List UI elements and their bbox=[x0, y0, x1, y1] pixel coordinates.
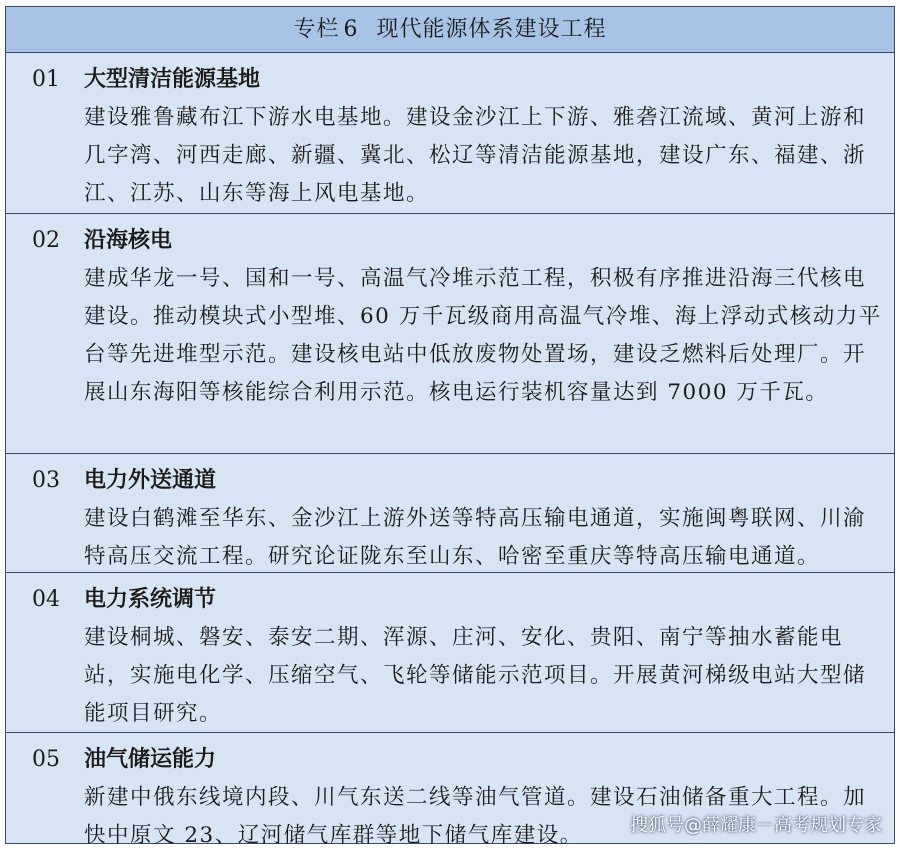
section-title-row bbox=[32, 460, 882, 500]
section-title: 沿海核电 bbox=[84, 227, 173, 253]
section-title-row bbox=[32, 579, 882, 619]
section-title: 电力外送通道 bbox=[84, 467, 217, 493]
header-title: 现代能源体系建设工程 bbox=[376, 17, 607, 42]
section-number: 01 bbox=[32, 67, 60, 92]
section-title: 油气储运能力 bbox=[84, 746, 217, 772]
section-body: 建设白鹤滩至华东、金沙江上游外送等特高压输电通道，实施闽粤联网、川渝特高压交流工程。研究论证陇东至山东、哈密至重庆等特高压输电通道。 bbox=[84, 506, 867, 569]
panel-header bbox=[6, 7, 894, 53]
section-04 bbox=[6, 573, 894, 733]
section-number: 02 bbox=[32, 228, 60, 253]
energy-project-panel bbox=[5, 6, 895, 848]
section-body: 建设雅鲁藏布江下游水电基地。建设金沙江上下游、雅砻江流域、黄河上游和几字湾、河西走廊、新疆、冀北、松辽等清洁能源基地，建设广东、福建、浙江、江苏、山东等海上风电基地。 bbox=[84, 105, 867, 206]
section-body: 建设桐城、磐安、泰安二期、浑源、庄河、安化、贵阳、南宁等抽水蓄能电站，实施电化学、压缩空气、飞轮等储能示范项目。开展黄河梯级电站大型储能项目研究。 bbox=[84, 625, 867, 726]
section-number: 03 bbox=[32, 468, 60, 493]
section-body: 建成华龙一号、国和一号、高温气冷堆示范工程，积极有序推进沿海三代核电建设。推动模块式小型堆、60 万千瓦级商用高温气冷堆、海上浮动式核动力平台等先进堆型示范。建设核电站中低放废物处置场，建设乏燃料后处理厂。开展山东海阳等核能综合利用示范。核电运行装机容量达到 7000 万千瓦。 bbox=[84, 266, 882, 405]
section-03 bbox=[6, 454, 894, 573]
section-01 bbox=[6, 53, 894, 214]
header-number: 6 bbox=[343, 17, 359, 42]
section-title-row bbox=[32, 739, 882, 779]
section-title-row bbox=[32, 59, 882, 99]
section-title-row bbox=[32, 220, 882, 260]
section-number: 04 bbox=[32, 587, 60, 612]
header-label: 专栏 bbox=[293, 17, 340, 42]
section-02 bbox=[6, 214, 894, 454]
section-title: 电力系统调节 bbox=[84, 586, 217, 612]
section-body: 新建中俄东线境内段、川气东送二线等油气管道。建设石油储备重大工程。加快中原文 23、辽河储气库群等地下储气库建设。 bbox=[84, 785, 867, 848]
watermark-text: 搜狐号@薛耀康－高考规划专家 bbox=[630, 815, 882, 836]
section-title: 大型清洁能源基地 bbox=[84, 66, 261, 92]
section-number: 05 bbox=[32, 747, 60, 772]
